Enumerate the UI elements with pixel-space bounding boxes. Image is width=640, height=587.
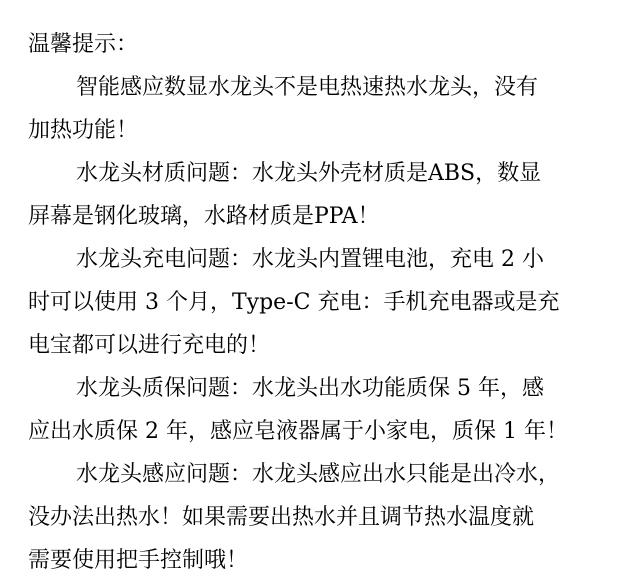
paragraph-line: 时可以使用 3 个月，Type-C 充电：手机充电器或是充	[28, 290, 560, 315]
paragraph-line: 水龙头材质问题：水龙头外壳材质是ABS，数显	[76, 161, 542, 186]
paragraph-line: 应出水质保 2 年，感应皂液器属于小家电，质保 1 年！	[28, 419, 568, 444]
paragraph-line: 水龙头充电问题：水龙头内置锂电池，充电 2 小	[76, 247, 544, 272]
paragraph-warranty	[28, 361, 588, 447]
paragraph-line: 智能感应数显水龙头不是电热速热水龙头，没有	[76, 75, 539, 100]
paragraph-line: 水龙头质保问题：水龙头出水功能质保 5 年，感	[76, 376, 544, 401]
paragraph-sensor	[28, 447, 588, 576]
paragraph-line: 没办法出热水！如果需要出热水并且调节热水温度就	[28, 505, 535, 530]
paragraph-line: 需要使用把手控制哦！	[28, 548, 249, 573]
notice-document	[28, 30, 588, 576]
notice-heading: 温馨提示：	[28, 32, 139, 57]
paragraph-line: 加热功能！	[28, 118, 139, 143]
paragraph-material	[28, 146, 588, 232]
paragraph-charging	[28, 232, 588, 361]
paragraph-line: 屏幕是钢化玻璃，水路材质是PPA！	[28, 204, 380, 229]
paragraph-line: 电宝都可以进行充电的！	[28, 333, 271, 358]
paragraph-no-heating	[28, 60, 588, 146]
paragraph-line: 水龙头感应问题：水龙头感应出水只能是出冷水，	[76, 462, 561, 487]
